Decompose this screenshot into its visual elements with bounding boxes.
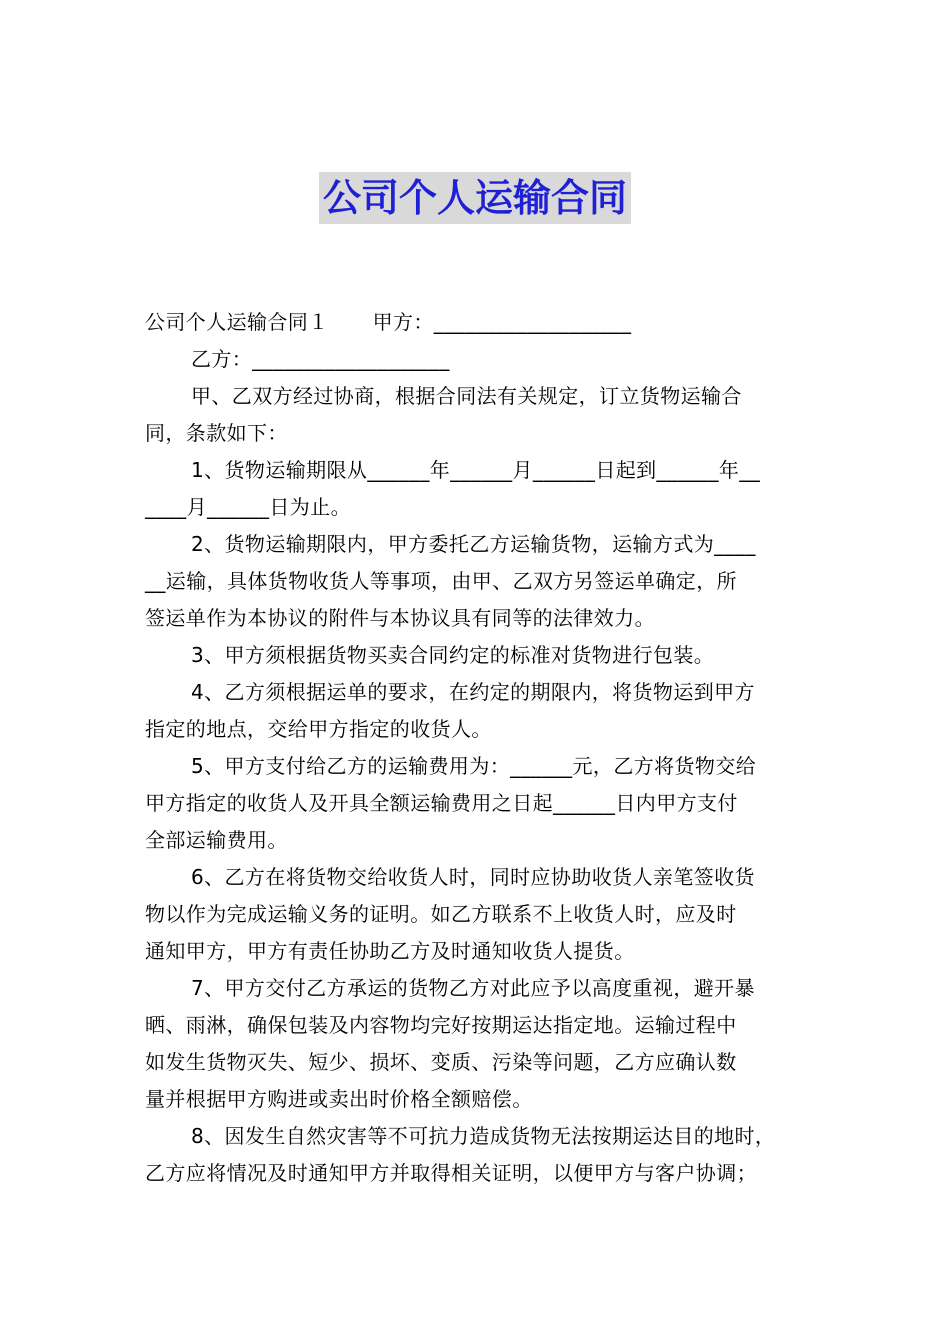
clause-4-line: 指定的地点，交给甲方指定的收货人。 [145,717,492,741]
clause-3-line: 3、甲方须根据货物买卖合同约定的标准对货物进行包装。 [191,643,715,667]
clause-7-line: 量并根据甲方购进或卖出时价格全额赔偿。 [145,1087,533,1111]
clause-2-line: __运输，具体货物收货人等事项，由甲、乙双方另签运单确定，所 [145,569,737,593]
contract-body [145,304,810,1192]
heading-label: 公司个人运输合同１ [145,310,329,334]
clause-7-line: 7、甲方交付乙方承运的货物乙方对此应予以高度重视，避开暴 [191,976,755,1000]
title-area [0,172,950,224]
clause-5-line: 5、甲方支付给乙方的运输费用为：______元，乙方将货物交给 [191,754,757,778]
clause-5-line: 全部运输费用。 [145,828,288,852]
clause-6-line: 通知甲方，甲方有责任协助乙方及时通知收货人提货。 [145,939,635,963]
clause-5-line: 甲方指定的收货人及开具全额运输费用之日起______日内甲方支付 [145,791,738,815]
paragraph-intro-line: 同，条款如下： [145,421,288,445]
clause-8-line: 8、因发生自然灾害等不可抗力造成货物无法按期运达目的地时， [191,1124,776,1148]
document-title: 公司个人运输合同 [319,172,631,224]
clause-6-line: 6、乙方在将货物交给收货人时，同时应协助收货人亲笔签收货 [191,865,755,889]
clause-1-line: 1、货物运输期限从______年______月______日起到______年__ [191,458,761,482]
clause-1-line: ____月______日为止。 [145,495,351,519]
party-a-field: 甲方：___________________ [372,310,632,334]
clause-8-line: 乙方应将情况及时通知甲方并取得相关证明，以便甲方与客户协调； [145,1161,757,1185]
clause-2-line: 签运单作为本协议的附件与本协议具有同等的法律效力。 [145,606,655,630]
clause-2-line: 2、货物运输期限内，甲方委托乙方运输货物，运输方式为____ [191,532,756,556]
paragraph-intro-line: 甲、乙双方经过协商，根据合同法有关规定，订立货物运输合 [191,384,742,408]
clause-7-line: 晒、雨淋，确保包装及内容物均完好按期运达指定地。运输过程中 [145,1013,737,1037]
clause-7-line: 如发生货物灭失、短少、损坏、变质、污染等问题，乙方应确认数 [145,1050,737,1074]
line-party-a [145,304,810,341]
clause-4-line: 4、乙方须根据运单的要求，在约定的期限内，将货物运到甲方 [191,680,755,704]
clause-6-line: 物以作为完成运输义务的证明。如乙方联系不上收货人时，应及时 [145,902,737,926]
line-party-b: 乙方：___________________ [191,347,450,371]
